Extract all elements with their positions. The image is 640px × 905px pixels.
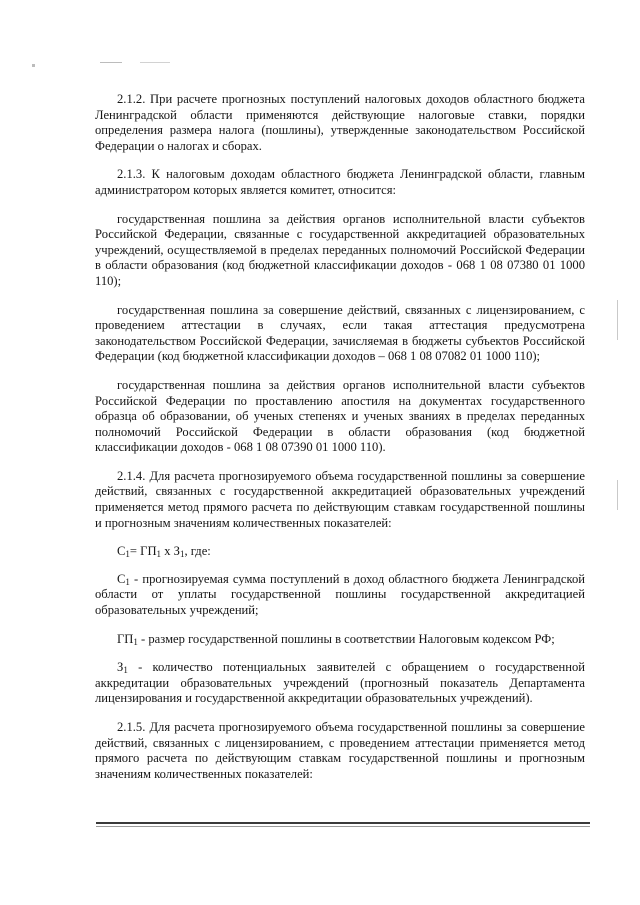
definition-z1 xyxy=(95,660,585,707)
formula-sub-c: 1 xyxy=(125,549,130,560)
paragraph-2-1-3: 2.1.3. К налоговым доходам областного бюджета Ленинградской области, главным администратором которых является комитет, относится: xyxy=(95,167,585,197)
scan-artifact xyxy=(140,62,170,63)
scan-artifact xyxy=(617,300,618,340)
paragraph-duty-accreditation: государственная пошлина за действия органов исполнительной власти субъектов Российской Федерации, связанные с государственной аккредитацией образовательных учреждений, осуществляемой в пределах переданных полномочий Российской Федерации в области образования (код бюджетной классификации доходов - 068 1 08 07380 01 1000 110); xyxy=(95,211,585,288)
formula-times: х З xyxy=(161,544,180,559)
formula-tail: , где: xyxy=(184,544,211,559)
definition-c1 xyxy=(95,572,585,619)
paragraph-2-1-2: 2.1.2. При расчете прогнозных поступлений налоговых доходов областного бюджета Ленинградской области применяются действующие налоговые ставки, порядки определения размера налога (пошлины), утвержденные законодательством Российской Федерации о налогах и сборах. xyxy=(95,92,585,153)
formula-eq: = ГП xyxy=(129,544,157,559)
paragraph-2-1-4: 2.1.4. Для расчета прогнозируемого объема государственной пошлины за совершение действий, связанных с государственной аккредитацией образовательных учреждений применяется метод прямого расчета по действующим ставкам государственной пошлины и прогнозным значениям количественных показателей: xyxy=(95,468,585,530)
formula-c: С xyxy=(117,544,126,559)
bottom-divider xyxy=(96,822,590,824)
bottom-divider-shadow xyxy=(96,826,590,827)
definition-z1-sub: 1 xyxy=(123,665,128,676)
formula-line xyxy=(95,544,585,560)
definition-gp1-text: - размер государственной пошлины в соответствии Налоговым кодексом РФ; xyxy=(137,631,555,646)
paragraph-2-1-5: 2.1.5. Для расчета прогнозируемого объема государственной пошлины за совершение действий, связанных с лицензированием, с проведением аттестации применяется метод прямого расчета по действующим ставкам государственной пошлины и прогнозным значениям количественных показателей: xyxy=(95,720,585,781)
formula-sub-z: 1 xyxy=(179,549,185,560)
definition-c1-symbol: С xyxy=(117,571,126,586)
paragraph-duty-licensing: государственная пошлина за совершение действий, связанных с лицензированием, с проведением аттестации в случаях, если такая аттестация предусмотрена законодательством Российской Федерации, зачисляемая в бюджеты субъектов Российской Федерации (код бюджетной классификации доходов – 068 1 08 07082 01 1000 110); xyxy=(95,302,585,364)
definition-z1-symbol: З xyxy=(117,660,124,675)
scan-artifact xyxy=(617,480,618,510)
scan-artifact xyxy=(100,62,122,63)
definition-gp1-sub: 1 xyxy=(133,636,138,647)
scan-artifact xyxy=(32,64,35,67)
document-body xyxy=(95,92,585,795)
definition-c1-text: - прогнозируемая сумма поступлений в доход областного бюджета Ленинградской области от уплаты государственной пошлины государственной аккредитацией образовательных учреждений; xyxy=(95,571,585,618)
definition-c1-sub: 1 xyxy=(125,576,130,587)
formula-sub-gp: 1 xyxy=(156,549,162,560)
definition-gp1 xyxy=(95,632,585,648)
paragraph-duty-apostille: государственная пошлина за действия органов исполнительной власти субъектов Российской Федерации по проставлению апостиля на документах государственного образца об образовании, об ученых степенях и ученых званиях в пределах переданных полномочий Российской Федерации в области образования (код бюджетной классификации доходов - 068 1 08 07390 01 1000 110). xyxy=(95,377,585,455)
definition-z1-text: - количество потенциальных заявителей с обращением о государственной аккредитации образовательных учреждений (прогнозный показатель Департамента лицензирования и государственной аккредитации образовательных учреждений). xyxy=(95,660,585,706)
definition-gp1-symbol: ГП xyxy=(117,631,134,646)
